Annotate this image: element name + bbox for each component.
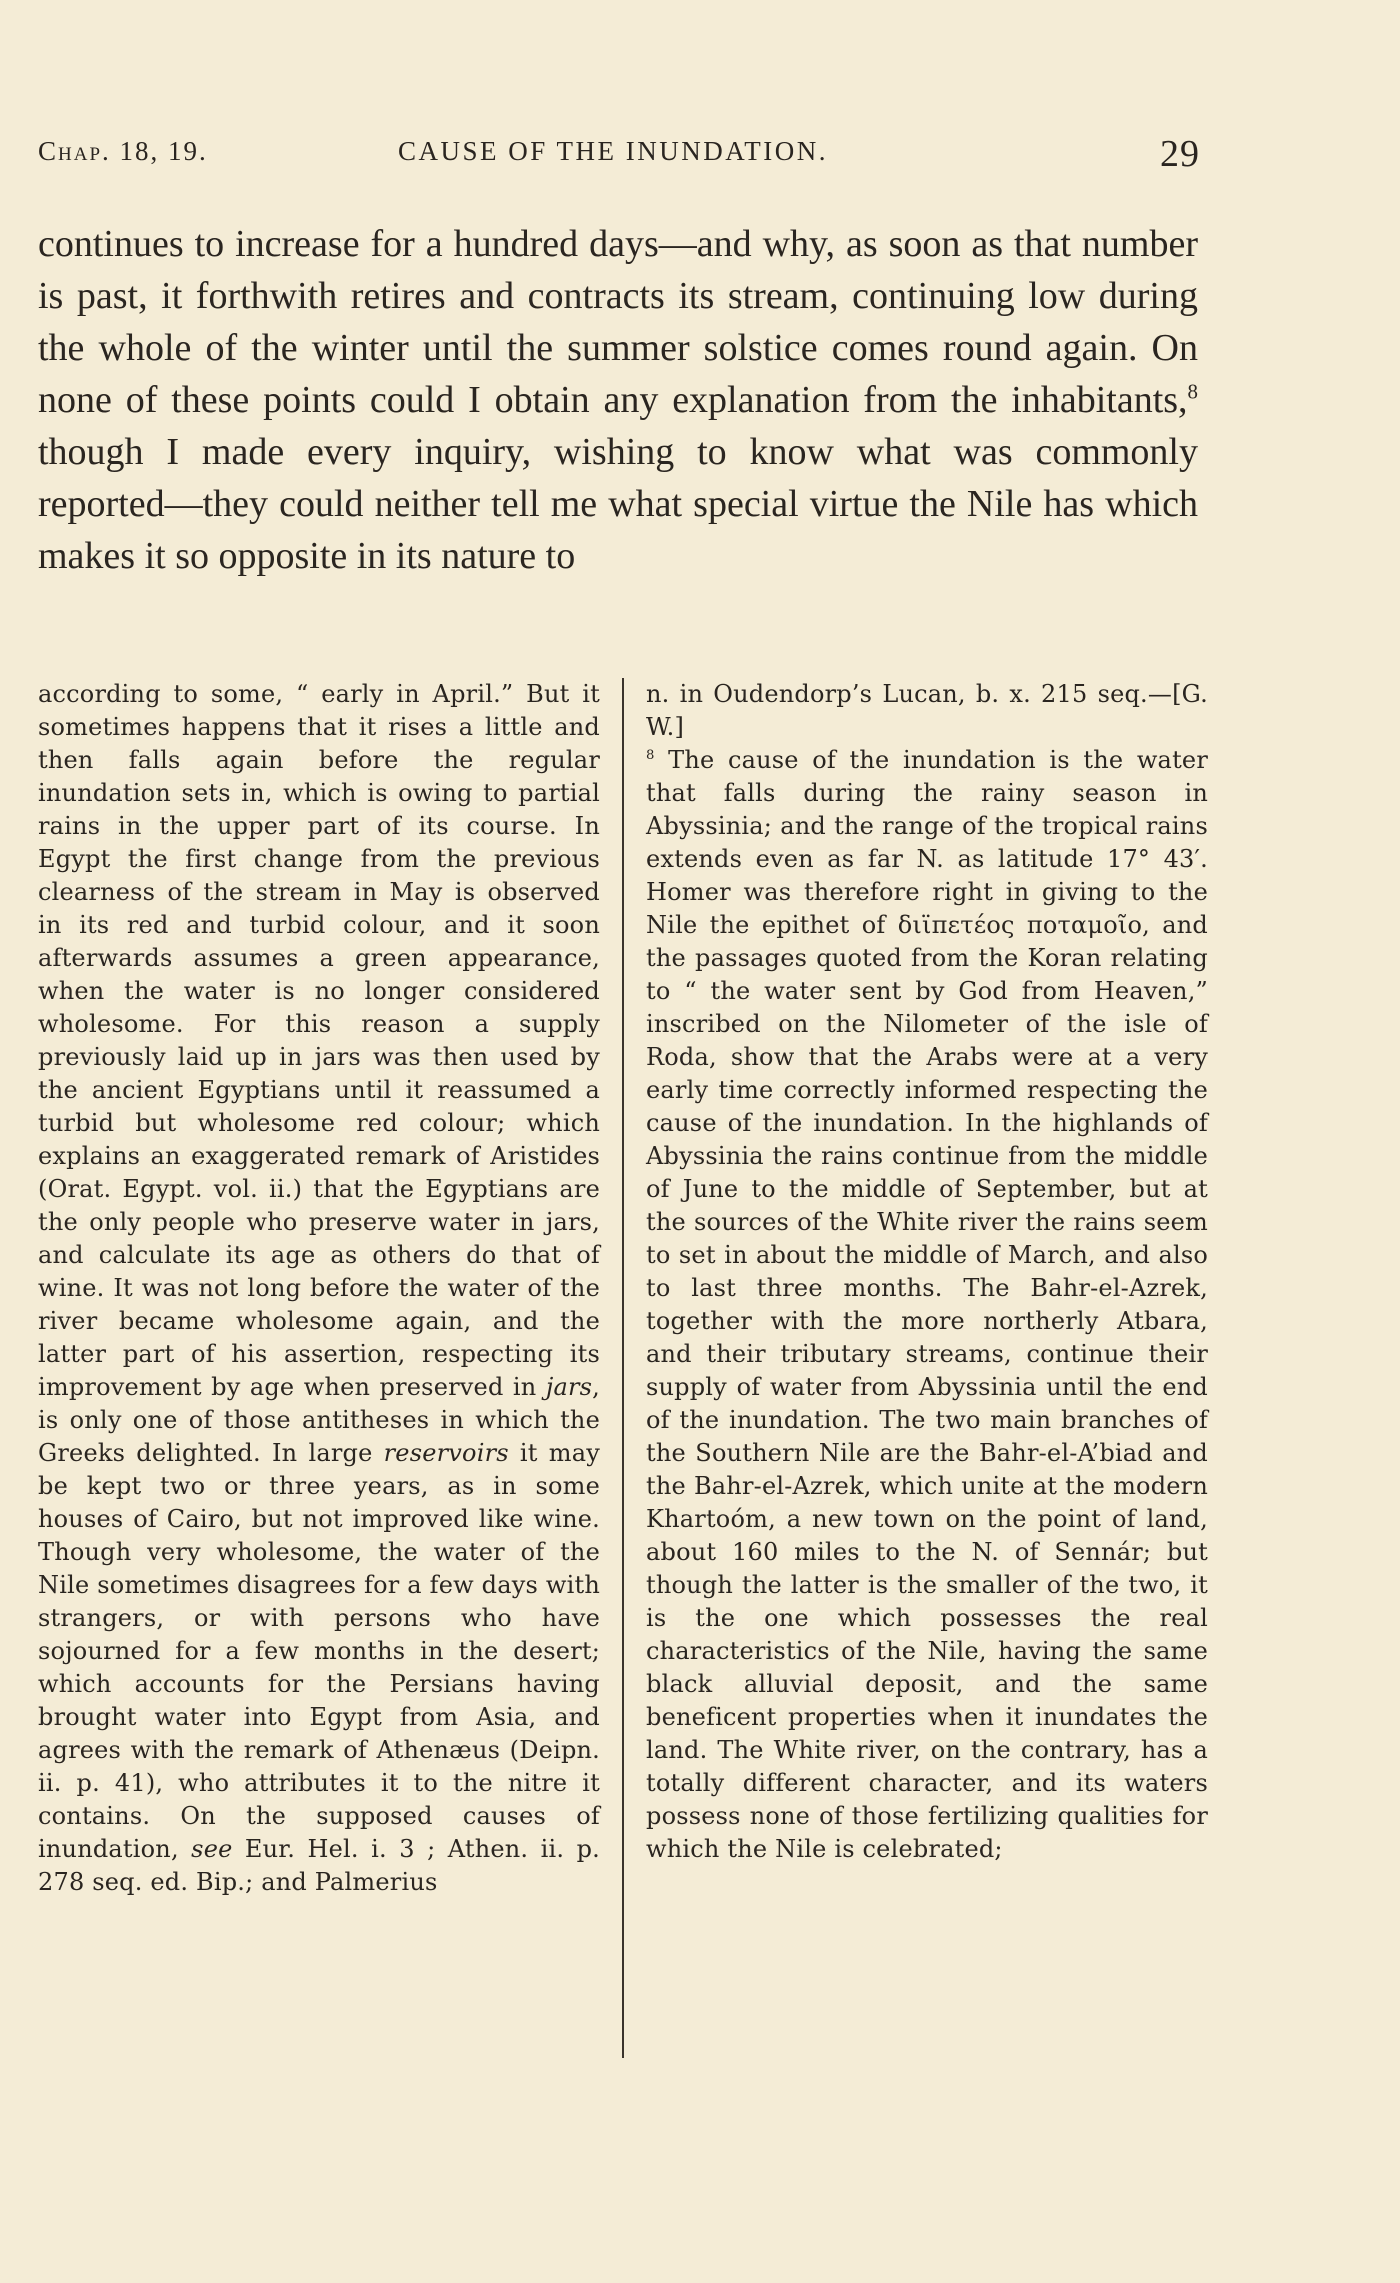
italic-term: see [191,1835,233,1863]
footnote-column-left [38,678,600,1899]
main-paragraph [38,218,1198,582]
footnote-continuation [38,678,600,1899]
footnote-column-right [646,678,1208,1866]
footnote-marker: 8 [646,748,655,763]
running-title: CAUSE OF THE INUNDATION. [398,136,828,166]
column-divider [622,678,624,2058]
chapter-reference: Chap. 18, 19. [38,136,208,166]
footnote-text: Eur. Hel. i. 3 ; Athen. ii. p. 278 seq. ed. Bip.; and Palmerius [38,1835,601,1896]
footnote-text: , is only one of those antitheses in which the Greeks delighted. In large [38,1373,600,1467]
footnote-text: it may be kept two or three years, as in some houses of Cairo, but not improved like wine. Though very wholesome, the water of the Nile sometimes disagrees for a few days with strangers, or with persons who have sojourned for a few months in the desert; which accounts for the Persians having brought water into Egypt from Asia, and agrees with the remark of Athenæus (Deipn. ii. p. 41), who attributes it to the nitre it contains. On the supposed causes of inundation, [38,1439,600,1863]
footnote-text: according to some, “ early in April.” But it sometimes happens that it rises a little and then falls again before the regular inundation sets in, which is owing to partial rains in the upper part of its course. In Egypt the first change from the previous clearness of the stream in May is observed in its red and turbid colour, and it soon afterwards assumes a green appearance, when the water is no longer considered wholesome. For this reason a supply previously laid up in jars was then used by the ancient Egyptians until it reassumed a turbid but wholesome red colour; which explains an exaggerated remark of Aristides (Orat. Egypt. vol. ii.) that the Egyptians are the only people who preserve water in jars, and calculate its age as others do that of wine. It was not long before the water of the river became wholesome again, and the latter part of his assertion, respecting its improvement by age when preserved in [38,680,600,1401]
footnote-continuation: n. in Oudendorp’s Lucan, b. x. 215 seq.—[G. W.] [646,680,1208,741]
main-text-before-note: continues to increase for a hundred days—and why, as soon as that number is past, it forthwith retires and contracts its stream, continuing low during the whole of the winter until the summer solstice comes round again. On none of these points could I obtain any explanation from the inhabitants, [38,223,1198,421]
page-number: 29 [1160,133,1200,175]
footnote-marker: 8 [1187,379,1198,404]
footnote-text: The cause of the inundation is the water that falls during the rainy season in Abyssinia; and the range of the tropical rains extends even as far N. as latitude 17° 43′. Homer was therefore right in giving to the Nile the epithet of διϊπετέος ποταμοῖο, and the passages quoted from the Koran relating to “ the water sent by God from Heaven,” inscribed on the Nilometer of the isle of Roda, show that the Arabs were at a very early time correctly informed respecting the cause of the inundation. In the highlands of Abyssinia the rains continue from the middle of June to the middle of September, but at the sources of the White river the rains seem to set in about the middle of March, and also to last three months. The Bahr-el-Azrek, together with the more northerly Atbara, and their tributary streams, continue their supply of water from Abyssinia until the end of the inundation. The two main branches of the Southern Nile are the Bahr-el-A’biad and the Bahr-el-Azrek, which unite at the modern Khartoóm, a new town on the point of land, about 160 miles to the N. of Sennár; but though the latter is the smaller of the two, it is the one which possesses the real characteristics of the Nile, having the same black alluvial deposit, and the same beneficent properties when it inundates the land. The White river, on the contrary, has a totally different character, and its waters possess none of those fertilizing qualities for which the Nile is celebrated; [646,746,1208,1863]
italic-term: jars [545,1373,593,1401]
footnote-8 [646,744,1208,1866]
main-text [38,218,1198,582]
main-text-after-note: though I made every inquiry, wishing to know what was commonly reported—they could neither tell me what special virtue the Nile has which makes it so opposite in its nature to [38,431,1198,577]
italic-term: reservoirs [383,1439,509,1467]
running-header [38,132,1200,175]
